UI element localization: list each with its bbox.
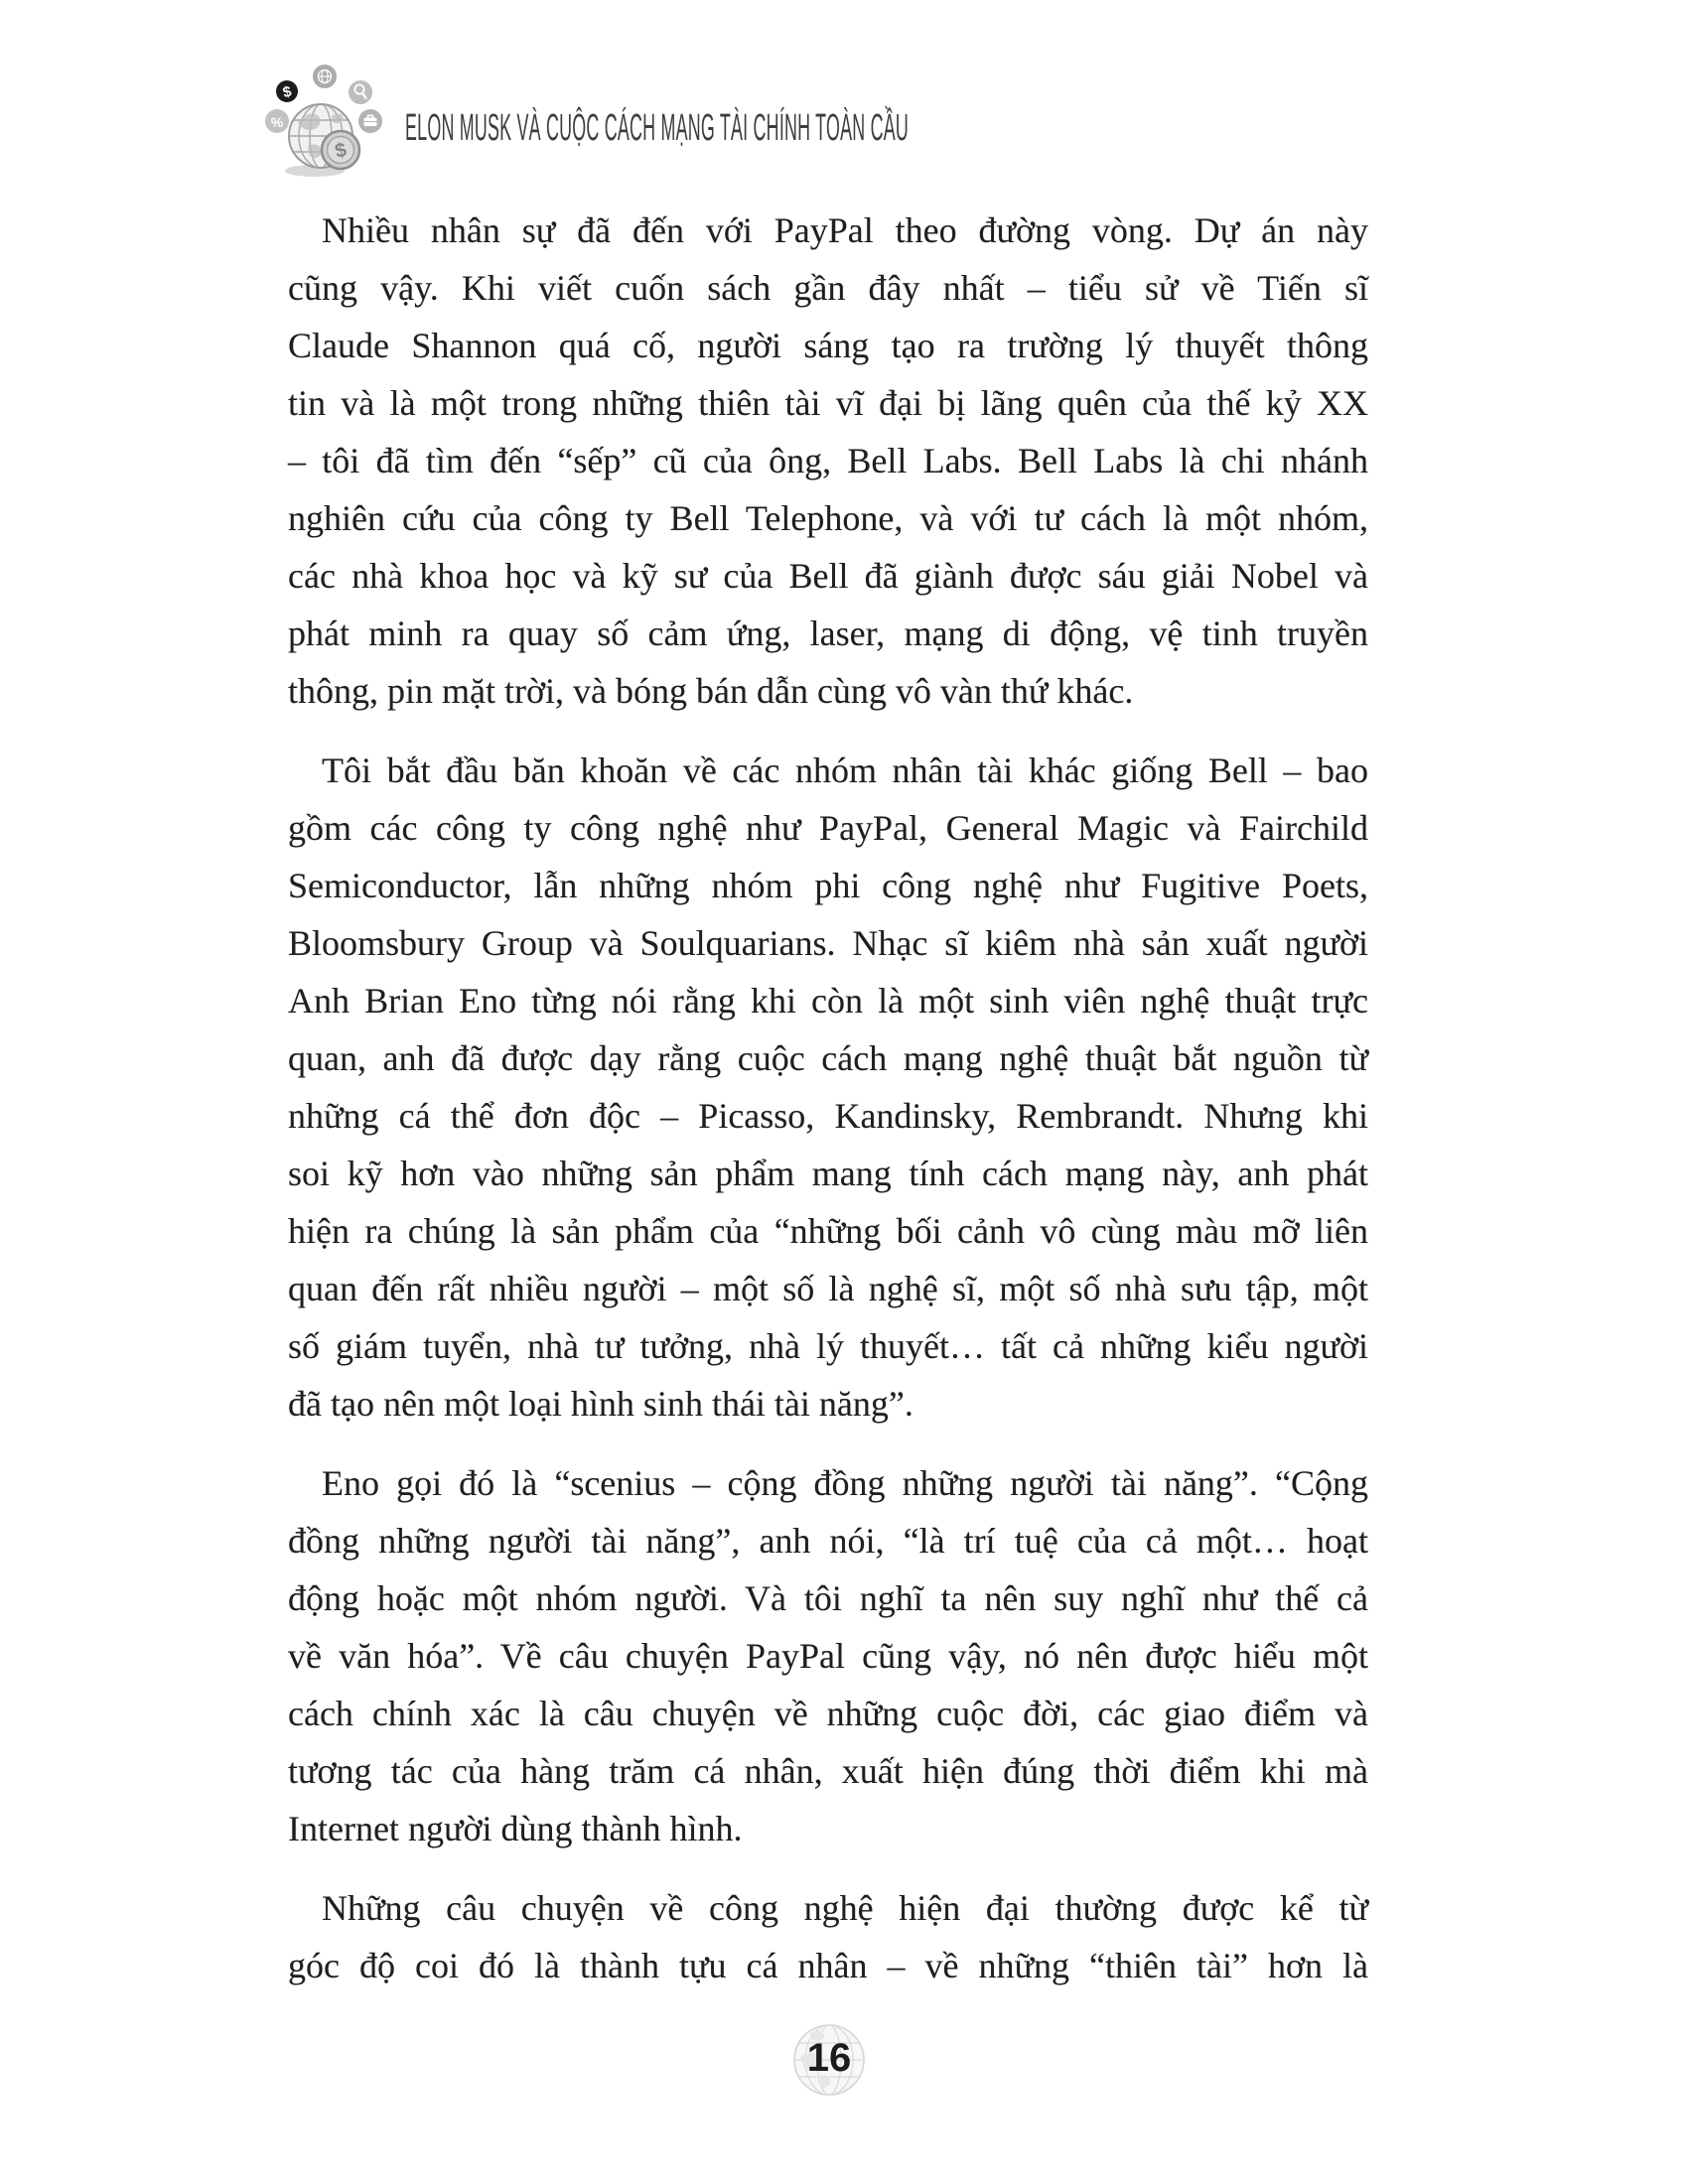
text-line: Tôi bắt đầu băn khoăn về các nhóm nhân tài khác giống Bell – bao <box>322 751 1368 790</box>
dollar-badge-icon <box>276 80 298 102</box>
text-line: tin và là một trong những thiên tài vĩ đại bị lãng quên của thế kỷ XX <box>288 383 1368 423</box>
coin-dollar-glyph: $ <box>333 138 350 163</box>
text-line: các nhà khoa học và kỹ sư của Bell đã giành được sáu giải Nobel và <box>288 556 1368 596</box>
text-line: phát minh ra quay số cảm ứng, laser, mạng di động, vệ tinh truyền <box>288 614 1368 653</box>
page-number: 16 <box>806 2035 852 2080</box>
paragraph <box>288 1454 1368 1857</box>
magnifier-badge-icon <box>349 80 372 104</box>
text-line: soi kỹ hơn vào những sản phẩm mang tính cách mạng này, anh phát <box>288 1154 1368 1193</box>
paragraph <box>288 202 1368 720</box>
text-line: cũng vậy. Khi viết cuốn sách gần đây nhất – tiểu sử về Tiến sĩ <box>288 268 1368 308</box>
text-line: Semiconductor, lẫn những nhóm phi công nghệ như Fugitive Poets, <box>288 866 1368 905</box>
text-line: cách chính xác là câu chuyện về những cuộc đời, các giao điểm và <box>288 1694 1368 1733</box>
finance-globe-logo <box>260 55 409 218</box>
text-line: gồm các công ty công nghệ như PayPal, General Magic và Fairchild <box>288 808 1368 848</box>
dollar-coin-icon <box>322 131 359 169</box>
text-line: những cá thể đơn độc – Picasso, Kandinsky, Rembrandt. Nhưng khi <box>288 1096 1368 1136</box>
text-line: Nhiều nhân sự đã đến với PayPal theo đường vòng. Dự án này <box>322 210 1368 250</box>
briefcase-badge-icon <box>358 109 382 133</box>
body-text <box>288 202 1368 1994</box>
text-line: đồng những người tài năng”, anh nói, “là trí tuệ của cả một… hoạt <box>288 1521 1368 1561</box>
text-line: số giám tuyển, nhà tư tưởng, nhà lý thuyết… tất cả những kiểu người <box>288 1326 1368 1366</box>
text-line: góc độ coi đó là thành tựu cá nhân – về những “thiên tài” hơn là <box>288 1946 1368 1985</box>
text-line: quan, anh đã được dạy rằng cuộc cách mạng nghệ thuật bắt nguồn từ <box>288 1038 1368 1078</box>
text-line: Claude Shannon quá cố, người sáng tạo ra trường lý thuyết thông <box>288 326 1368 365</box>
running-title: ELON MUSK VÀ CUỘC CÁCH MẠNG TÀI CHÍNH TOÀN CẦU <box>405 107 909 149</box>
percent-badge-glyph: % <box>270 114 284 130</box>
text-line: Internet người dùng thành hình. <box>288 1809 743 1848</box>
text-line: động hoặc một nhóm người. Và tôi nghĩ ta nên suy nghĩ như thế cả <box>288 1578 1368 1618</box>
text-line: quan đến rất nhiều người – một số là nghệ sĩ, một số nhà sưu tập, một <box>288 1269 1368 1308</box>
globe-page-number <box>792 2023 866 2097</box>
dollar-badge-glyph: $ <box>281 82 294 102</box>
paragraph <box>288 1879 1368 1994</box>
paragraph <box>288 742 1368 1433</box>
text-line: tương tác của hàng trăm cá nhân, xuất hiện đúng thời điểm khi mà <box>288 1751 1368 1791</box>
text-line: đã tạo nên một loại hình sinh thái tài năng”. <box>288 1384 914 1424</box>
finance-globe-illustration <box>260 55 409 218</box>
globe-badge-icon <box>313 65 337 88</box>
text-line: Bloomsbury Group và Soulquarians. Nhạc sĩ kiêm nhà sản xuất người <box>288 923 1368 963</box>
text-line: thông, pin mặt trời, và bóng bán dẫn cùng vô vàn thứ khác. <box>288 671 1134 711</box>
text-line: Eno gọi đó là “scenius – cộng đồng những người tài năng”. “Cộng <box>322 1463 1368 1503</box>
text-line: Những câu chuyện về công nghệ hiện đại thường được kể từ <box>322 1888 1368 1928</box>
text-line: về văn hóa”. Về câu chuyện PayPal cũng vậy, nó nên được hiểu một <box>288 1636 1368 1676</box>
text-line: hiện ra chúng là sản phẩm của “những bối cảnh vô cùng màu mỡ liên <box>288 1211 1368 1251</box>
percent-badge-icon <box>265 109 289 133</box>
text-line: Anh Brian Eno từng nói rằng khi còn là một sinh viên nghệ thuật trực <box>288 981 1368 1021</box>
text-line: nghiên cứu của công ty Bell Telephone, và với tư cách là một nhóm, <box>288 498 1368 538</box>
text-line: – tôi đã tìm đến “sếp” cũ của ông, Bell Labs. Bell Labs là chi nhánh <box>288 441 1368 480</box>
